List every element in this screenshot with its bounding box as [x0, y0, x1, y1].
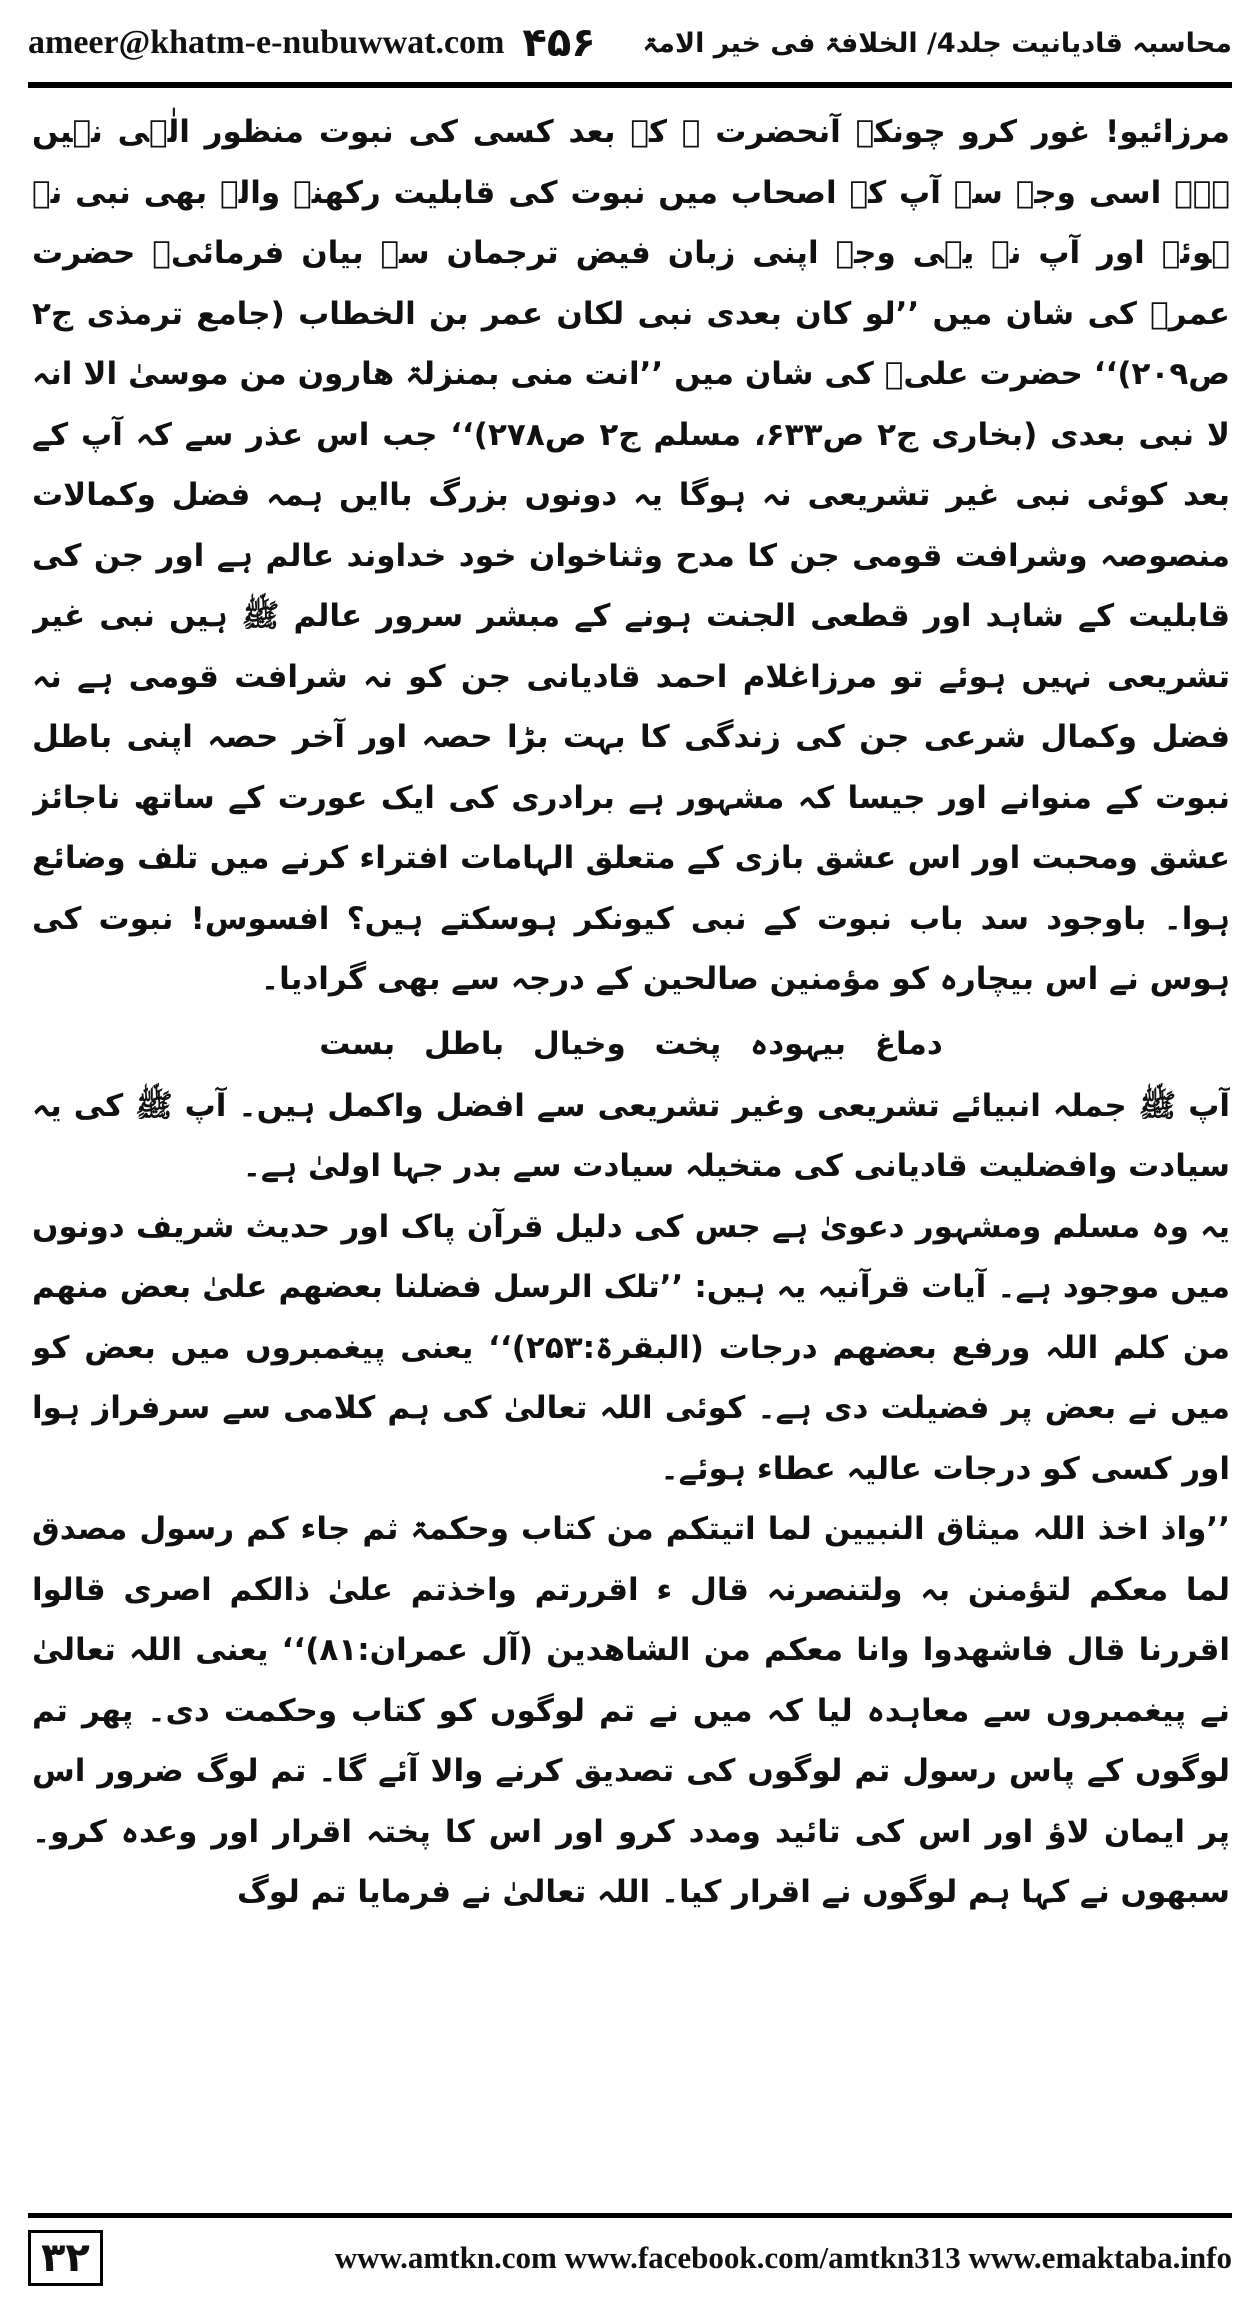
paragraph-1: مرزائیو! غور کرو چونکہ آنحضرت ﷺ کے بعد کسی کی نبوت منظور الٰہی نہیں ہے۔ اسی وجہ سے آپ کے اصحاب میں نبوت کی قابلیت رکھنے والے بھی نبی نہ ہوئے اور آپ نے یہی وجہ اپنی زبان فیض ترجمان سے بیان فرمائی۔ حضرت عمرؓ کی شان میں ’’لو کان بعدی نبی لکان عمر بن الخطاب (جامع ترمذی ج۲ ص۲۰۹)‘‘ حضرت علیؓ کی شان میں ’’انت منی بمنزلۃ ھارون من موسیٰ الا انہ لا نبی بعدی (بخاری ج۲ ص۶۳۳، مسلم ج۲ ص۲۷۸)‘‘ جب اس عذر سے کہ آپ کے بعد کوئی نبی غیر تشریعی نہ ہوگا یہ دونوں بزرگ باایں ہمہ فضل وکمالات منصوصہ وشرافت قومی جن کا مدح وثناخوان خود خداوند عالم ہے اور جن کی قابلیت کے شاہد اور قطعی الجنت ہونے کے مبشر سرور عالم ﷺ ہیں نبی غیر تشریعی نہیں ہوئے تو مرزاغلام احمد قادیانی جن کو نہ شرافت قومی ہے نہ فضل وکمال شرعی جن کی زندگی کا بہت بڑا حصہ اور آخر حصہ اپنی باطل نبوت کے منوانے اور جیسا کہ مشہور ہے برادری کی ایک عورت کے ساتھ ناجائز عشق ومحبت اور اس عشق بازی کے متعلق الہامات افتراء کرنے میں تلف وضائع ہوا۔ باوجود سد باب نبوت کے نبی کیونکر ہوسکتے ہیں؟ افسوس! نبوت کی ہوس نے اس بیچارہ کو مؤمنین صالحین کے درجہ سے بھی گرادیا۔ [32, 114, 1230, 997]
footer-rule [28, 2213, 1232, 2218]
header-left [28, 20, 614, 66]
paragraph-4: ’’واذ اخذ اللہ میثاق النبیین لما اتیتکم من کتاب وحکمۃ ثم جاء کم رسول مصدق لما معکم لتؤمنن بہ ولتنصرنہ قال ء اقررتم واخذتم علیٰ ذالکم اصری قالوا اقررنا قال فاشھدوا وانا معکم من الشاھدین (آل عمران:۸۱)‘‘ یعنی اللہ تعالیٰ نے پیغمبروں سے معاہدہ لیا کہ میں نے تم لوگوں کو کتاب وحکمت دی۔ پھر تم لوگوں کے پاس رسول تم لوگوں کی تصدیق کرنے والا آئے گا۔ تم لوگ ضرور اس پر ایمان لاؤ اور اس کی تائید ومدد کرو اور اس کا پختہ اقرار اور وعدہ کرو۔ سبھوں نے کہا ہم لوگوں نے اقرار کیا۔ اللہ تعالیٰ نے فرمایا تم لوگ [32, 1511, 1230, 1910]
header-book-title: محاسبہ قادیانیت جلد4/ الخلافۃ فی خیر الامۃ [642, 27, 1232, 59]
header-rule [28, 82, 1232, 88]
header-page-number: ۴۵۶ [522, 20, 596, 66]
page-body [32, 102, 1230, 2182]
header-email: ameer@khatm-e-nubuwwat.com [28, 24, 505, 61]
paragraph-2: آپ ﷺ جملہ انبیائے تشریعی وغیر تشریعی سے افضل واکمل ہیں۔ آپ ﷺ کی یہ سیادت وافضلیت قادیانی کی متخیلہ سیادت سے بدر جہا اولیٰ ہے۔ [32, 1087, 1230, 1184]
page-footer [28, 2228, 1232, 2288]
footer-links[interactable]: www.amtkn.com www.facebook.com/amtkn313 www.emaktaba.info [334, 2240, 1232, 2275]
persian-couplet: دماغ بیہودہ پخت وخیال باطل بست [319, 1025, 943, 1062]
footer-page-number: ۳۲ [28, 2230, 103, 2286]
page-header [28, 14, 1232, 72]
paragraph-3: یہ وہ مسلم ومشہور دعویٰ ہے جس کی دلیل قرآن پاک اور حدیث شریف دونوں میں موجود ہے۔ آیات قرآنیہ یہ ہیں: ’’تلک الرسل فضلنا بعضھم علیٰ بعض منھم من کلم اللہ ورفع بعضھم درجات (البقرۃ:۲۵۳)‘‘ یعنی پیغمبروں میں بعض کو میں نے بعض پر فضیلت دی ہے۔ کوئی اللہ تعالیٰ کی ہم کلامی سے سرفراز ہوا اور کسی کو درجات عالیہ عطاء ہوئے۔ [32, 1208, 1230, 1487]
